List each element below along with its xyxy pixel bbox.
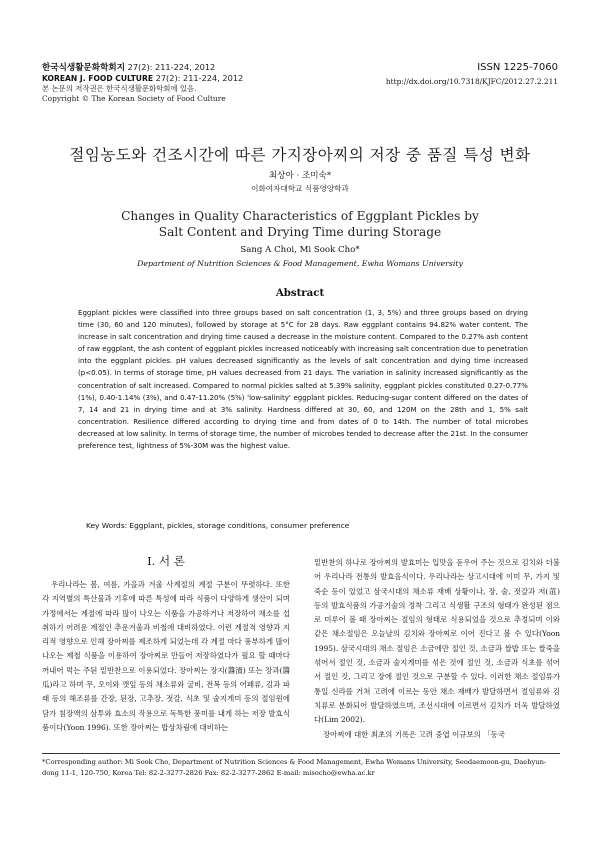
footnote-divider bbox=[42, 753, 560, 754]
journal-ids bbox=[386, 62, 558, 86]
authors-korean: 최상아 · 조미숙* bbox=[268, 171, 332, 181]
section-title-introduction: I. 서 론 bbox=[147, 554, 185, 568]
body-right-column bbox=[314, 556, 560, 742]
journal-name-en: KOREAN J. FOOD CULTURE bbox=[42, 74, 154, 83]
title-english-line1: Changes in Quality Characteristics of Eggplant Pickles by bbox=[121, 209, 479, 223]
body-paragraph: 우리나라는 봄, 여름, 가을과 겨울 사계절의 계절 구분이 뚜렷하다. 또한 각 지역별의 특산물과 기후에 따른 특성에 따라 식품이 다양하게 생산이 되며 가정에서는 계절에 따라 많이 나오는 식품을 가공하거나 저장하여 채소를 섭취하기 어려운 계절인 추운겨울과 비철에 대비하였다. 이런 계절적 영향과 지리적 영향으로 인해 장아찌를 제조하게 되었는데 각 계절 마다 풍부하게 많이 나오는 제철 식품을 이용하여 장아찌로 만들어 저장하였다가 필요 할 때마다 꺼내어 먹는 주된 밑반찬으로 이용되었다. 장아찌는 장지(醬漬) 또는 장과(醬瓜)라고 하며 무, 오이와 깻잎 등의 채소류와 굴비, 전복 등의 어패류, 김과 파래 등의 해조류를 간장, 된장, 고추장, 젓갈, 식초 및 술지게미 등의 절임원에 담가 침장액의 삼투와 효소의 작용으로 독특한 풍미를 내게 하는 저장 발효식품이다(Yoon 1996). 또한 장아찌는 밥상차림에 대비하는 bbox=[42, 580, 290, 732]
journal-name-ko: 한국식생활문화학회지 bbox=[42, 63, 126, 73]
journal-volume-ko: 27(2): 211-224, 2012 bbox=[127, 62, 216, 72]
keywords: Key Words: Eggplant, pickles, storage conditions, consumer preference bbox=[86, 521, 350, 530]
doi-link[interactable]: http://dx.doi.org/10.7318/KJFC/2012.27.2.211 bbox=[385, 77, 558, 86]
body-paragraph: 밑반찬의 하나로 장아찌의 발효미는 입맛을 돋우어 주는 것으로 김치와 더불어 우리나라 전통의 발효음식이다. 우리나라는 상고시대에 이미 무, 가지 및 죽순 등이 있었고 삼국시대의 채소류 재배 상황이나, 장, 술, 젓갈과 저(菹) 등의 발효식품의 가공기술의 정착 그리고 식생활 구조의 형태가 완성된 점으로 미루어 볼 때 장아찌는 절임의 형태로 식용되었을 것으로 추정되며 이와 같은 채소절임은 오늘날의 김치와 장아찌로 이어 진다고 볼 수 있다(Yoon 1995). 삼국시대의 채소 절임은 소금에만 절인 것, 소금과 쌀밥 또는 쌀죽을 섞어서 절인 것, 소금과 술지게미를 섞은 것에 절인 것, 소금과 식초를 섞어서 절인 것, 그리고 장에 절인 것으로 구분할 수 있다. 이러한 채소 절임류가 통일 신라를 거쳐 고려에 이르는 동안 채소 재배가 발달하면서 절임류와 김치류로 분화되어 발달하였으며, 조선시대에 이르면서 김치가 더욱 발달하였다(Lim 2002). bbox=[314, 558, 560, 725]
issn: ISSN 1225-7060 bbox=[477, 62, 558, 73]
abstract-heading: Abstract bbox=[275, 287, 325, 299]
corresponding-author-footnote: *Corresponding author: Mi Sook Cho, Department of Nutrition Sciences & Food Management, Ewha Womans University, Seodaemoon-gu, Daehyun-dong 11-1, 120-750, Korea Tel: 82-2-3277-2826 Fax: 82-2-3277-2862 E-mail: misocho@ewha.ac.kr bbox=[42, 758, 547, 777]
copyright-note: 본 논문의 저작권은 한국식생활문화학회에 있음. bbox=[42, 84, 197, 93]
body-paragraph: 장아찌에 대한 최초의 기록은 고려 중엽 이규보의 「동국 bbox=[322, 729, 505, 739]
journal-header bbox=[42, 62, 372, 104]
title-english-line2: Salt Content and Drying Time during Storage bbox=[158, 225, 442, 239]
body-left-column bbox=[42, 578, 290, 735]
copyright: Copyright © The Korean Society of Food Culture bbox=[42, 94, 226, 103]
title-korean: 절임농도와 건조시간에 따른 가지장아찌의 저장 중 품질 특성 변화 bbox=[69, 146, 531, 164]
title-english bbox=[0, 208, 600, 240]
authors-english: Sang A Choi, Mi Sook Cho* bbox=[240, 245, 360, 255]
affiliation-english: Department of Nutrition Sciences & Food Management, Ewha Womans University bbox=[137, 259, 463, 268]
affiliation-korean: 이화여자대학교 식품영양학과 bbox=[251, 184, 349, 193]
journal-volume-en: 27(2): 211-224, 2012 bbox=[155, 73, 244, 83]
abstract-text: Eggplant pickles were classified into three groups based on salt concentration (1, 3, 5%) and three groups based on drying time (30, 60 and 120 minutes), followed by storage at 5°C for 28 days. Raw eggplant contains 94.82% water content. The increase in salt concentration and drying time caused a decrease in the moisture content. Compared to the 0.27% ash content of raw eggplant, the ash content of eggplant pickles increased noticeably with increasing salt concentration due to penetration into the eggplant pickles. pH values decreased significantly as the levels of salt concentration and dying time increased (p<0.05). In terms of storage time, pH values decreased from 21 days. The variation in salinity increased significantly as the concentration of salt increased. Compared to normal pickles salted at 5.39% salinity, eggplant pickles constituted 0.27-0.77% (1%), 0.40-1.14% (3%), and 0.47-11.20% (5%) 'low-salinity' eggplant pickles. Reducing-sugar content differed on the dates of 7, 14 and 21 in drying time and at 3% salinity. Hardness differed at 30, 60, and 120M on the 28th and 1, 5% salt concentration. Resilience differed according to drying time and from dates of 0 to 14th. The number of total microbes decreased at low salinity. In terms of storage time, the number of microbes tended to decrease after the 21st. In the consumer preference test, lightness of 5%-30M was the highest value. bbox=[78, 308, 528, 451]
